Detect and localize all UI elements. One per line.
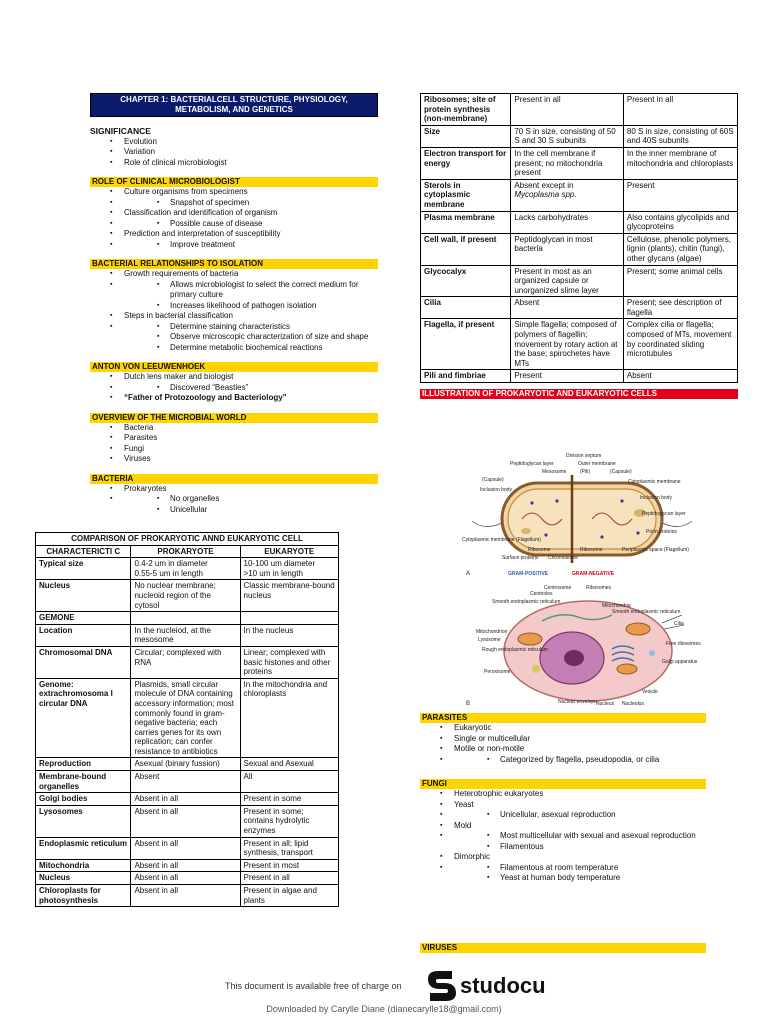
table-caption: COMPARISON OF PROKARYOTIC ANND EUKARYOTIC CELL	[36, 533, 339, 546]
list-item: ▪ Bacteria	[90, 423, 378, 434]
comparison-table-continued	[420, 93, 738, 383]
table-row	[421, 297, 738, 319]
label-surface-proteins: Surface proteins	[502, 555, 539, 561]
label-mitochondrion: Mitochondrion	[476, 629, 508, 635]
table-row	[421, 125, 738, 147]
table-cell: Present	[623, 179, 737, 211]
left-column	[90, 93, 378, 515]
row-header-cell: Cell wall, if present	[421, 233, 511, 265]
sub-list-item: ▪ ▪ Determine staining characteristics	[124, 322, 378, 333]
leeuwenhoek-list	[90, 372, 378, 404]
sub-list-wrapper	[420, 755, 706, 766]
table-row	[421, 94, 738, 126]
sub-list-wrapper	[420, 810, 706, 821]
illustration-heading: ILLUSTRATION OF PROKARYOTIC AND EUKARYOTIC CELLS	[420, 389, 738, 399]
row-header-cell: Flagella, if present	[421, 319, 511, 370]
table-cell: Absent in all	[131, 793, 240, 806]
row-header-cell: Plasma membrane	[421, 211, 511, 233]
significance-list	[90, 137, 378, 169]
sub-list-wrapper	[420, 863, 706, 884]
sub-list-item: ▪ Yeast at human body temperature	[454, 873, 706, 884]
sub-list-wrapper	[420, 831, 706, 852]
right-lower-column	[420, 713, 706, 884]
table-row	[421, 179, 738, 211]
list-item: ▪ Yeast	[420, 800, 706, 811]
list-item: ▪ Single or multicellular	[420, 734, 706, 745]
table-cell: Present in all	[240, 872, 338, 885]
table-cell: Plasmids, small circular molecule of DNA containing accessory information; most commonly found in gram-negative bacteria; each carries genes for its own replication; can confer resistance to antibiotics	[131, 678, 240, 758]
parasites-heading: PARASITES	[420, 713, 706, 723]
sub-list-item: ▪ ▪ Allows microbiologist to select the correct medium for primary culture	[124, 280, 378, 301]
table-row	[421, 147, 738, 179]
table-cell: Present in most	[240, 859, 338, 872]
table-row	[36, 872, 339, 885]
label-nuclear-envelope: Nuclear envelope	[558, 699, 597, 705]
table-cell: Absent in all	[131, 885, 240, 907]
label-mitochondria: Mitochondria	[602, 603, 631, 609]
sub-list-wrapper	[90, 198, 378, 209]
label-ribosome-right: Ribosome	[580, 547, 603, 553]
list-item: ▪ Role of clinical microbiologist	[90, 158, 378, 169]
row-header-cell: Membrane-bound organelles	[36, 771, 131, 793]
table-cell	[131, 612, 240, 625]
bacteria-heading: BACTERIA	[90, 474, 378, 484]
column-header: EUKARYOTE	[240, 545, 338, 558]
label-gram-positive: GRAM-POSITIVE	[508, 571, 549, 577]
role-heading: ROLE OF CLINICAL MICROBIOLOGIST	[90, 177, 378, 187]
label-vesicle: Vesicle	[642, 689, 658, 695]
label-centrosome: Centrosome	[544, 585, 572, 591]
row-header-cell: Ribosomes; site of protein synthesis (non-membrane)	[421, 94, 511, 126]
row-header-cell: Location	[36, 624, 131, 646]
cell-illustration	[462, 453, 701, 711]
list-item: ▪ “Father of Protozoology and Bacteriology”	[90, 393, 378, 404]
label-free-ribosomes: Free ribosomes	[666, 641, 701, 647]
list-item: ▪ Eukaryotic	[420, 723, 706, 734]
table-cell: In the nucleiod, at the mesosome	[131, 624, 240, 646]
table-cell	[240, 612, 338, 625]
row-header-cell: Reproduction	[36, 758, 131, 771]
row-header-cell: Golgi bodies	[36, 793, 131, 806]
table-cell: Present in some; contains hydrolytic enzymes	[240, 805, 338, 837]
sub-list-item: ▪ ▪ Filamentous at room temperature	[454, 863, 706, 874]
label-inclusion-body-right: Inclusion body	[640, 495, 672, 501]
label-ribosomes: Ribosomes	[586, 585, 612, 591]
row-header-cell: Nucleus	[36, 872, 131, 885]
table-cell: 80 S in size, consisting of 60S and 40S subunits	[623, 125, 737, 147]
row-header-cell: GEMONE	[36, 612, 131, 625]
row-header-cell: Cilia	[421, 297, 511, 319]
table-cell: Absent	[623, 370, 737, 383]
table-cell: Absent	[511, 297, 624, 319]
table-cell: No nuclear membrane; nucleoid region of the cytosol	[131, 580, 240, 612]
label-peroxisome: Peroxisome	[484, 669, 511, 675]
list-item: ▪ Dimorphic	[420, 852, 706, 863]
leeuwenhoek-heading: ANTON VON LEEUWENHOEK	[90, 362, 378, 372]
row-header-cell: Chromosomal DNA	[36, 646, 131, 678]
table-cell: Present in all	[511, 94, 624, 126]
label-porin: Porin proteins	[646, 529, 677, 535]
sub-list-item: ▪ Determine metabolic biochemical reactions	[124, 343, 378, 354]
sub-list-item: ▪ ▪ Improve treatment	[124, 240, 378, 251]
table-cell: Linear; complexed with basic histones and other proteins	[240, 646, 338, 678]
sub-list-item: ▪ ▪ Possible cause of disease	[124, 219, 378, 230]
label-cytoplasmic-membrane-left: Cytoplasmic membrane (Flagellum)	[462, 537, 541, 543]
table-cell: Asexual (binary fussion)	[131, 758, 240, 771]
label-centrioles: Centrioles	[530, 591, 553, 597]
table-row	[421, 233, 738, 265]
list-item: ▪ Evolution	[90, 137, 378, 148]
overview-list	[90, 423, 378, 465]
label-gram-negative: GRAM-NEGATIVE	[572, 571, 615, 577]
label-cilia: Cilia	[674, 621, 684, 627]
table-row	[36, 580, 339, 612]
table-cell: Present in some	[240, 793, 338, 806]
table-cell: In the inner membrane of mitochondria and chloroplasts	[623, 147, 737, 179]
list-item: ▪ Viruses	[90, 454, 378, 465]
list-item: ▪ Mold	[420, 821, 706, 832]
table-row	[421, 370, 738, 383]
list-item: ▪ Steps in bacterial classification	[90, 311, 378, 322]
parasites-list	[420, 723, 706, 765]
bacteria-list	[90, 484, 378, 516]
row-header-cell: Nucleus	[36, 580, 131, 612]
table-cell: Circular; complexed with RNA	[131, 646, 240, 678]
chapter-title: CHAPTER 1: BACTERIALCELL STRUCTURE, PHYSIOLOGY, METABOLISM, AND GENETICS	[90, 93, 378, 117]
sub-list-item: ▪ ▪ Unicellular, asexual reproduction	[454, 810, 706, 821]
table-cell: All	[240, 771, 338, 793]
table-cell: Absent in all	[131, 805, 240, 837]
sub-list-item: ▪ ▪ Snapshot of specimen	[124, 198, 378, 209]
table-cell: In the cell membrane if present; no mitochondria present	[511, 147, 624, 179]
list-item: ▪ Prediction and interpretation of susceptibility	[90, 229, 378, 240]
row-header-cell: Genome: extrachromosoma l circular DNA	[36, 678, 131, 758]
list-item: ▪ Heterotrophic eukaryotes	[420, 789, 706, 800]
row-header-cell: Lysosomes	[36, 805, 131, 837]
table-cell: Present; see description of flagella	[623, 297, 737, 319]
label-lysosome: Lysosome	[478, 637, 501, 643]
sub-list-wrapper	[90, 240, 378, 251]
label-ribosome-left: Ribosome	[528, 547, 551, 553]
table-row	[36, 885, 339, 907]
table-cell: Classic membrane-bound nucleus	[240, 580, 338, 612]
sub-list-wrapper	[90, 219, 378, 230]
sub-list-wrapper	[90, 494, 378, 515]
viruses-heading: VIRUSES	[420, 943, 706, 953]
label-nucleus: Nucleus	[596, 701, 615, 707]
list-item: ▪ Classification and identification of organism	[90, 208, 378, 219]
table-row	[36, 612, 339, 625]
table-row	[36, 793, 339, 806]
list-item: ▪ Variation	[90, 147, 378, 158]
label-smooth-er-2: Smooth endoplasmic reticulum	[612, 609, 681, 615]
table-row	[36, 758, 339, 771]
panel-label-a: A	[466, 571, 471, 577]
table-row	[36, 624, 339, 646]
table-cell: Present	[511, 370, 624, 383]
label-periplasmic: Periplasmic space (Flagellum)	[622, 547, 689, 553]
label-outer-membrane: Outer membrane	[578, 461, 616, 467]
fungi-heading: FUNGI	[420, 779, 706, 789]
label-cytoplasmic-membrane-right: Cytoplasmic membrane	[628, 479, 681, 485]
table-cell: Absent	[131, 771, 240, 793]
row-header-cell: Pili and fimbriae	[421, 370, 511, 383]
table-cell: 0.4-2 um in diameter 0.55-5 um in length	[131, 558, 240, 580]
table-row	[421, 265, 738, 297]
significance-heading: SIGNIFICANCE	[90, 126, 151, 136]
table-cell: Sexual and Asexual	[240, 758, 338, 771]
fungi-list	[420, 789, 706, 884]
label-capsule-right: (Capsule)	[610, 469, 632, 475]
row-header-cell: Typical size	[36, 558, 131, 580]
row-header-cell: Endoplasmic reticulum	[36, 837, 131, 859]
table-cell: Lacks carbohydrates	[511, 211, 624, 233]
label-nucleolus: Nucleolus	[622, 701, 644, 707]
label-pili: (Pili)	[580, 469, 590, 475]
label-peptidoglycan-right: Peptidoglycan layer	[642, 511, 686, 517]
sub-list-item: ▪ Unicellular	[124, 505, 378, 516]
row-header-cell: Size	[421, 125, 511, 147]
list-item: ▪ Prokaryotes	[90, 484, 378, 495]
sub-list-wrapper	[90, 280, 378, 312]
table-cell: Also contains glycolipids and glycoproteins	[623, 211, 737, 233]
label-chromosome: Chromosome	[548, 555, 579, 561]
table-cell: Absent in all	[131, 872, 240, 885]
label-golgi: Golgi apparatus	[662, 659, 698, 665]
label-capsule-left: (Capsule)	[482, 477, 504, 483]
row-header-cell: Chloroplasts for photosynthesis	[36, 885, 131, 907]
sub-list-item: ▪ Observe microscopic characterization of size and shape	[124, 332, 378, 343]
sub-list-item: ▪ ▪ Most multicellular with sexual and asexual reproduction	[454, 831, 706, 842]
label-peptidoglycan-top: Peptidoglycan layer	[510, 461, 554, 467]
table-cell: Simple flagella; composed of polymers of flagellin; movement by rotary action at the base; spirochetes have MTs	[511, 319, 624, 370]
table-cell: Present in all; lipid synthesis, transport	[240, 837, 338, 859]
list-item: ▪ Parasites	[90, 433, 378, 444]
table-row	[36, 646, 339, 678]
table-cell: Absent in all	[131, 837, 240, 859]
table-cell: Peptidoglycan in most bacteria	[511, 233, 624, 265]
comparison-table	[35, 532, 339, 907]
table-cell: Complex cilia or flagella; composed of MTs, movement by coordinated sliding microtubules	[623, 319, 737, 370]
table-cell: Present in most as an organized capsule or unorganized slime layer	[511, 265, 624, 297]
table-cell: Absent in all	[131, 859, 240, 872]
sub-list-item: ▪ Increases likelihood of pathogen isolation	[124, 301, 378, 312]
table-row	[36, 805, 339, 837]
table-row	[36, 837, 339, 859]
table-row	[36, 678, 339, 758]
list-item: ▪ Motile or non-motile	[420, 744, 706, 755]
studocu-brand[interactable]: studocu	[460, 973, 546, 998]
table-cell: 10-100 um diameter >10 um in length	[240, 558, 338, 580]
table-cell: 70 S in size, consisting of 50 S and 30 S subunits	[511, 125, 624, 147]
list-item: ▪ Culture organisms from specimens	[90, 187, 378, 198]
comparison-table-section	[35, 532, 339, 907]
sub-list-item: ▪ ▪ Discovered “Beasties”	[124, 383, 378, 394]
table-cell: Absent except in Mycoplasma spp.	[511, 179, 624, 211]
table-cell: Present in all	[623, 94, 737, 126]
row-header-cell: Electron transport for energy	[421, 147, 511, 179]
label-inclusion-body: Inclusion body	[480, 487, 512, 493]
sub-list-wrapper	[90, 322, 378, 354]
label-smooth-er: Smooth endoplasmic reticulum	[492, 599, 561, 605]
table-cell: Cellulose, phenolic polymers, lignin (plants), chitin (fungi), other glycans (algae)	[623, 233, 737, 265]
list-item: ▪ Growth requirements of bacteria	[90, 269, 378, 280]
sub-list-wrapper	[90, 383, 378, 394]
role-list	[90, 187, 378, 250]
label-mesosome: Mesosome	[542, 469, 567, 475]
row-header-cell: Sterols in cytoplasmic membrane	[421, 179, 511, 211]
table-cell: Present in algae and plants	[240, 885, 338, 907]
table-row	[36, 558, 339, 580]
relationships-heading: BACTERIAL RELATIONSHIPS TO ISOLATION	[90, 259, 378, 269]
right-column	[420, 93, 738, 399]
label-division-septum: Division septum	[566, 453, 602, 459]
table-row	[36, 859, 339, 872]
row-header-cell: Mitochondria	[36, 859, 131, 872]
table-cell: Present; some animal cells	[623, 265, 737, 297]
table-row	[36, 771, 339, 793]
sub-list-item: ▪ ▪ Categorized by flagella, pseudopodia, or cilia	[454, 755, 706, 766]
sub-list-item: ▪ ▪ No organelles	[124, 494, 378, 505]
row-header-cell: Glycocalyx	[421, 265, 511, 297]
column-header: CHARACTERICTI C	[36, 545, 131, 558]
table-cell: In the nucleus	[240, 624, 338, 646]
column-header: PROKARYOTE	[131, 545, 240, 558]
label-rough-er: Rough endoplasmic reticulum	[482, 647, 548, 653]
list-item: ▪ Fungi	[90, 444, 378, 455]
sub-list-item: ▪ Filamentous	[454, 842, 706, 853]
overview-heading: OVERVIEW OF THE MICROBIAL WORLD	[90, 413, 378, 423]
table-cell: In the mitochondria and chloroplasts	[240, 678, 338, 758]
download-attribution: Downloaded by Carylle Diane (dianecarylle18@gmail.com)	[266, 1004, 502, 1014]
list-item: ▪ Dutch lens maker and biologist	[90, 372, 378, 383]
footer-note: This document is available free of charge on	[225, 981, 402, 991]
table-row	[421, 319, 738, 370]
panel-label-b: B	[466, 701, 471, 707]
relationships-list	[90, 269, 378, 353]
table-row	[421, 211, 738, 233]
